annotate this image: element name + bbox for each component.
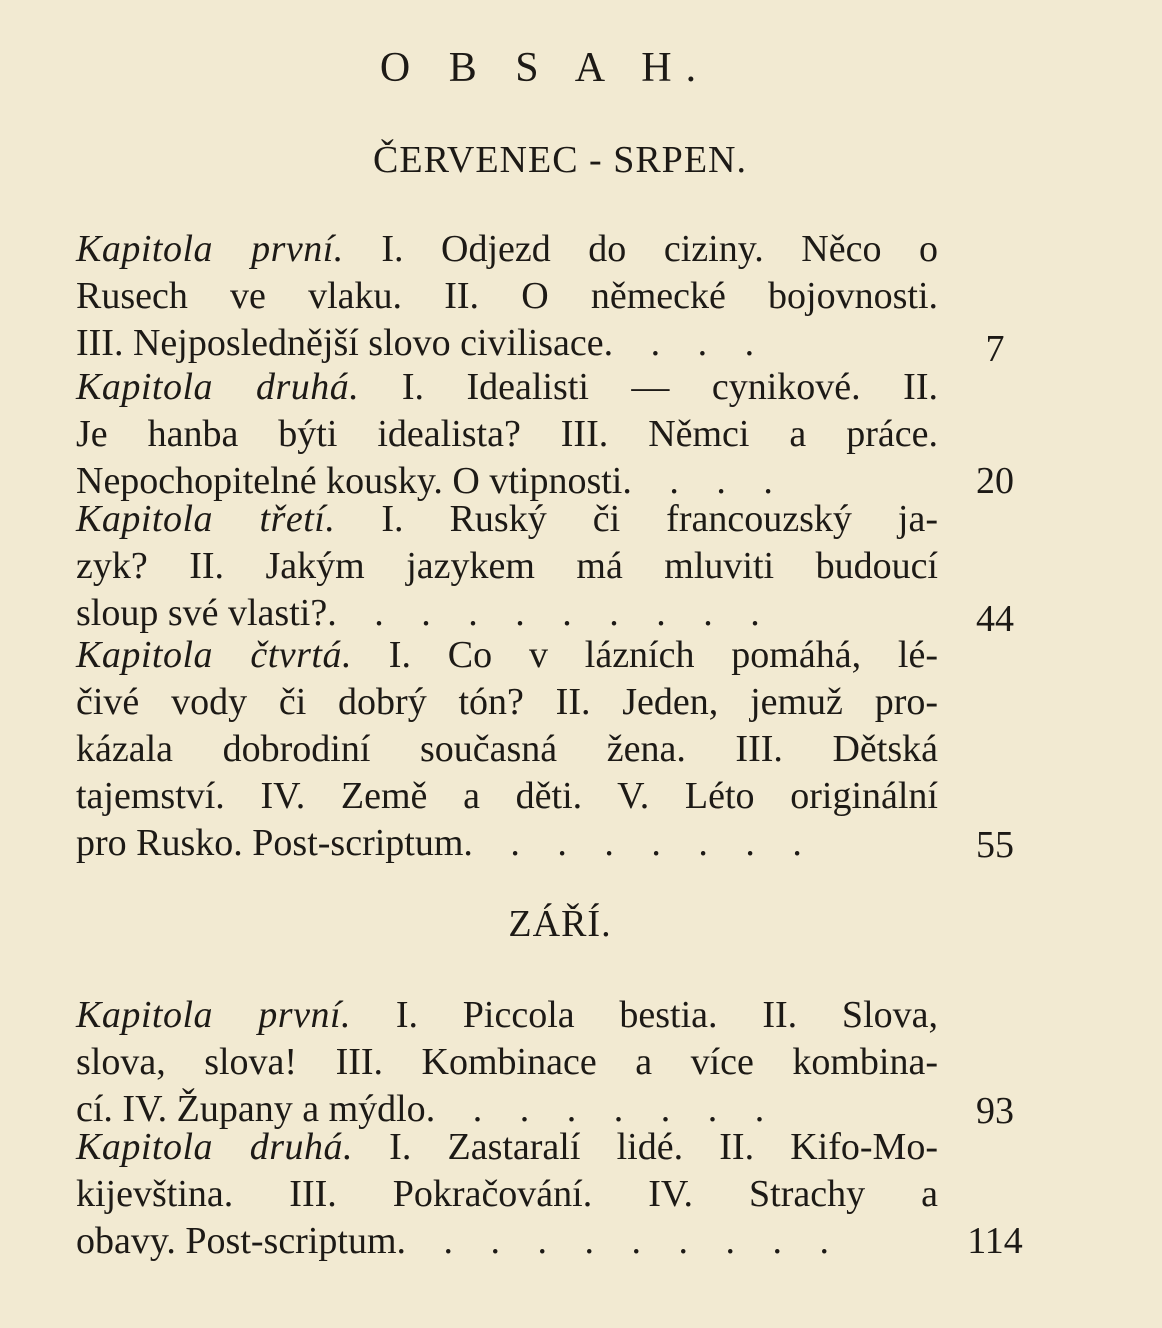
page-number: 44 — [976, 598, 1014, 640]
entry-text: I. Odjezd do ciziny. Něco o — [343, 228, 938, 270]
entry-text: I. Co v lázních pomáhá, lé- — [351, 634, 938, 676]
section-heading: ČERVENEC - SRPEN. — [373, 139, 747, 181]
page-title: O B S A H. — [379, 45, 711, 91]
chapter-label: Kapitola druhá. — [76, 366, 360, 408]
chapter-label: Kapitola třetí. — [76, 498, 336, 540]
leader-dots: . . . . . . . . — [463, 822, 816, 864]
entry-text: zyk? II. Jakým jazykem má mluviti budoucí — [76, 545, 938, 587]
entry-text: Nepochopitelné kousky. O vtipnosti — [76, 460, 623, 502]
entry-text: cí. IV. Župany a mýdlo — [76, 1088, 426, 1130]
entry-text: Rusech ve vlaku. II. O německé bojovnosti. — [76, 275, 938, 317]
toc-entry — [76, 992, 938, 1133]
page-number: 7 — [985, 328, 1005, 370]
toc-entry — [76, 496, 938, 637]
entry-text: slova, slova! III. Kombinace a více kombina- — [76, 1041, 938, 1083]
entry-text: čivé vody či dobrý tón? II. Jeden, jemuž pro- — [76, 681, 938, 723]
leader-dots: . . . . — [603, 322, 769, 364]
entry-text: III. Nejposlednější slovo civilisace — [76, 322, 604, 364]
leader-dots: . . . . . . . . . . — [327, 592, 774, 634]
entry-text: Je hanba býti idealista? III. Němci a práce. — [76, 413, 938, 455]
section-heading: ZÁŘÍ. — [508, 903, 612, 945]
entry-text: I. Zastaralí lidé. II. Kifo-Mo- — [352, 1126, 938, 1168]
entry-text: I. Ruský či francouzský ja- — [335, 498, 938, 540]
chapter-label: Kapitola čtvrtá. — [76, 634, 352, 676]
page-number: 20 — [976, 460, 1014, 502]
toc-entry — [76, 226, 938, 367]
chapter-label: Kapitola druhá. — [76, 1126, 353, 1168]
entry-text: obavy. Post-scriptum — [76, 1220, 397, 1262]
entry-text: I. Piccola bestia. II. Slova, — [351, 994, 938, 1036]
leader-dots: . . . . . . . . . . — [396, 1220, 844, 1262]
entry-text: I. Idealisti — cynikové. II. — [359, 366, 938, 408]
chapter-label: Kapitola první. — [76, 228, 344, 270]
page-number: 114 — [967, 1220, 1023, 1262]
toc-entry — [76, 364, 938, 505]
page-number: 93 — [976, 1090, 1014, 1132]
entry-text: pro Rusko. Post-scriptum — [76, 822, 464, 864]
entry-text: kijevština. III. Pokračování. IV. Strachy a — [76, 1173, 938, 1215]
entry-text: tajemství. IV. Země a děti. V. Léto originální — [76, 775, 938, 817]
page-number: 55 — [976, 824, 1014, 866]
toc-entry — [76, 1124, 938, 1265]
entry-text: kázala dobrodiní současná žena. III. Dětská — [76, 728, 938, 770]
chapter-label: Kapitola první. — [76, 994, 352, 1036]
leader-dots: . . . . — [622, 460, 787, 502]
entry-text: sloup své vlasti? — [76, 592, 328, 634]
leader-dots: . . . . . . . . — [425, 1088, 779, 1130]
toc-entry — [76, 632, 938, 867]
